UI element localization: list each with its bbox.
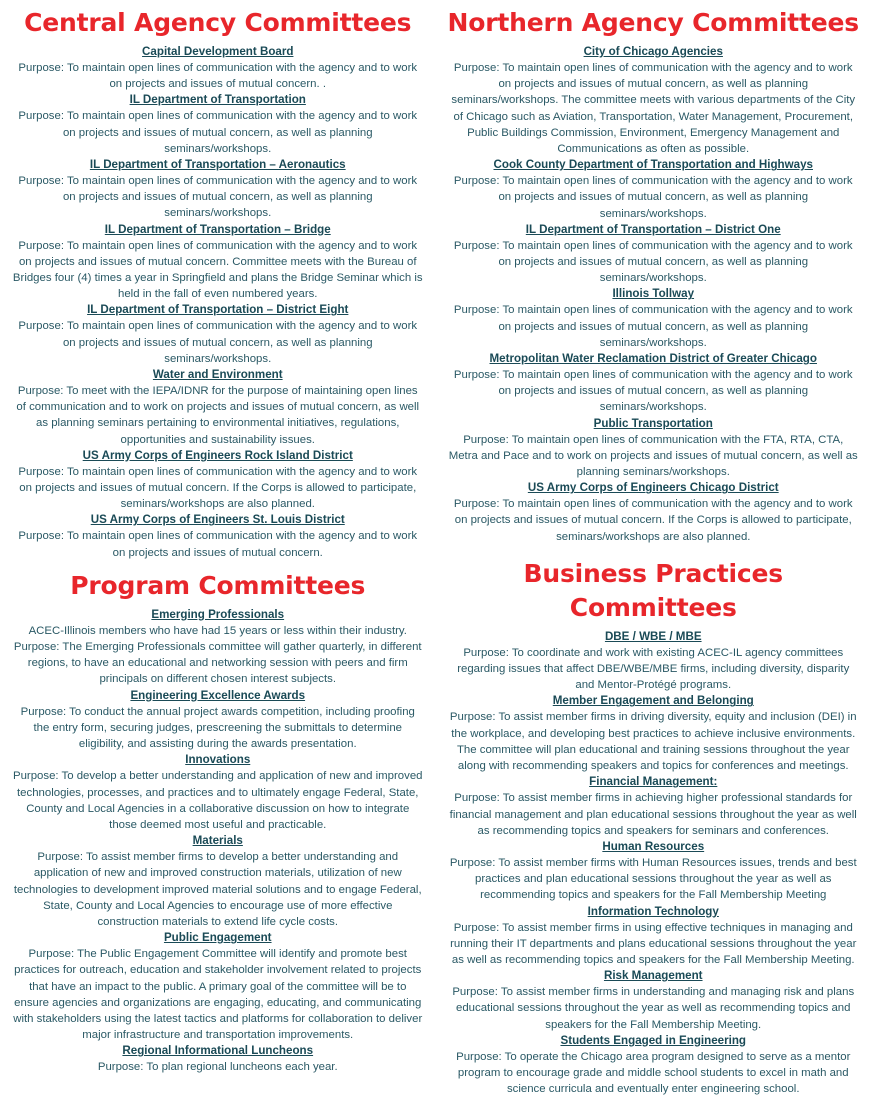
left-column	[12, 0, 436, 1106]
committee-title: Capital Development Board	[142, 45, 294, 58]
committee-title: Public Engagement	[163, 931, 272, 945]
committee-purpose: Purpose: The Public Engagement Committee will identify and promote best practices for outreach, education and stakeholder involvement related to projects that have an impact to the public. A primary goal of the committee will be to ensure agencies and organizations are engaging, educating, and communicating with stakeholders using the latest tactics and platforms for collaboration to deliver major infrastructure and transportation improvements.	[13, 948, 423, 1042]
northern-list	[448, 44, 860, 545]
committee-purpose: Purpose: To meet with the IEPA/IDNR for the purpose of maintaining open lines of communication and to work on projects and issues of mutual concern, as well as planning seminars pertaining to environmental initiatives, regulations, opportunities and sustainability issues.	[16, 385, 420, 446]
committee-purpose: Purpose: To assist member firms in driving diversity, equity and inclusion (DEI) in the workplace, and developing best practices to achieve inclusive environments. The committee will plan educational and training sessions throughout the year along with recommending speakers and topics for conferences and meetings.	[449, 711, 857, 773]
committee-purpose: Purpose: To assist member firms in using effective techniques in managing and running their IT departments and plans educational sessions throughout the year as well as recommending topics and speakers for the Fall Membership Meeting.	[450, 921, 857, 966]
committee-purpose: Purpose: To maintain open lines of communication with the agency and to work on projects and issues of mutual concern, as well as planning seminars/workshops.	[18, 110, 418, 155]
committee-regional-luncheons	[12, 1043, 424, 1075]
committee-title: Water and Environment	[152, 368, 283, 382]
committee-title: IL Department of Transportation – Bridge	[104, 222, 331, 236]
committee-member-engagement	[448, 693, 860, 774]
committee-title: Member Engagement and Belonging	[552, 694, 754, 708]
committee-purpose: Purpose: To maintain open lines of communication with the agency and to work on projects and issues of mutual concern. .	[18, 62, 418, 91]
committee-public-transportation	[448, 416, 860, 481]
committee-title: Financial Management:	[589, 775, 718, 789]
committee-usace-rock-island	[12, 448, 424, 513]
committee-materials	[12, 833, 424, 930]
committee-purpose: Purpose: To maintain open lines of communication with the agency and to work on projects and issues of mutual concern, as well as planning seminars/workshops.	[18, 175, 418, 220]
committee-cook-county-dot	[448, 157, 860, 222]
committee-purpose: Purpose: To maintain open lines of communication with the agency and to work on projects and issues of mutual concern, as well as planning seminars/workshops. The committee meets with various departments of the City of Chicago such as Aviation, Transportation, Water Management, Procurement, Public Buildings Commission, Environment, Emergency Management and Communications as often as possible.	[451, 62, 856, 156]
committee-title: IL Department of Transportation – Aeronautics	[89, 158, 346, 172]
committee-risk-management	[448, 968, 860, 1033]
committee-idot-aeronautics	[12, 157, 424, 222]
committee-innovations	[12, 752, 424, 833]
committee-title: IL Department of Transportation	[129, 93, 306, 107]
committee-illinois-tollway	[448, 286, 860, 351]
section-title-business: Business Practices Committees	[523, 558, 783, 622]
committee-emerging-professionals	[12, 607, 424, 688]
committee-title: Cook County Department of Transportation and Highways	[493, 158, 813, 172]
committee-title: IL Department of Transportation – District Eight	[87, 303, 349, 317]
committee-idot	[12, 92, 424, 157]
committee-purpose: Purpose: To maintain open lines of communication with the agency and to work on projects and issues of mutual concern. Committee meets with the Bureau of Bridges four (4) times a year in Springfield and plans the Bridge Seminar which is held in the fall of even numbered years.	[12, 239, 423, 301]
committee-title: Materials	[192, 834, 243, 848]
committee-title: US Army Corps of Engineers Rock Island District	[82, 448, 353, 462]
business-practices-section	[448, 557, 860, 1097]
committee-title: City of Chicago Agencies	[583, 45, 723, 58]
committee-title: Engineering Excellence Awards	[130, 688, 306, 702]
committee-title: Metropolitan Water Reclamation District of Greater Chicago	[489, 352, 817, 366]
northern-agency-section	[448, 6, 860, 545]
committee-human-resources	[448, 839, 860, 904]
committee-purpose: Purpose: To develop a better understanding and application of new and improved technologies, processes, and practices and to ultimately engage Federal, State, County and Local Agencies in a collaborative discussion on how to integrate those deemed most useful and practicable.	[12, 770, 423, 831]
program-section	[12, 569, 424, 1076]
committee-usace-chicago	[448, 480, 860, 545]
committee-title: Innovations	[185, 753, 251, 767]
committee-purpose: Purpose: To operate the Chicago area program designed to serve as a mentor program to encourage grade and middle school students to excel in math and science curricula and eventually enter engineering school.	[456, 1050, 851, 1096]
committee-purpose: Purpose: To assist member firms with Human Resources issues, trends and best practices and plan educational sessions throughout the year as well as recommending topics and speakers for the Fall Membership Meeting	[449, 856, 857, 902]
committee-purpose: Purpose: To conduct the annual project awards competition, including proofing the entry form, securing judges, prescreening the submittals to determine eligibility, and assisting during the awards presentation.	[20, 705, 415, 751]
committee-city-of-chicago	[448, 44, 860, 157]
committee-purpose: Purpose: To maintain open lines of communication with the agency and to work on projects and issues of mutual concern. If the Corps is allowed to participate, seminars/workshops are also planned.	[453, 498, 853, 543]
committee-mwrd	[448, 351, 860, 416]
central-agency-section	[12, 6, 424, 561]
committee-idot-bridge	[12, 222, 424, 303]
committee-purpose: Purpose: To assist member firms in understanding and managing risk and plans educational sessions throughout the year as well as recommending topics and speakers for the Fall Membership Meeting.	[452, 986, 855, 1031]
business-list	[448, 629, 860, 1097]
committee-title: Human Resources	[602, 839, 705, 853]
committee-title: IL Department of Transportation – District One	[525, 222, 781, 236]
committee-purpose: Purpose: To assist member firms to develop a better understanding and application of new and improved construction materials, utilization of new technologies to development improved material solutions and to engage Federal, State, County and Local Agencies to encourage use of more effective construction materials to extend life cycle costs.	[13, 851, 422, 928]
central-list	[12, 44, 424, 561]
committee-engineering-excellence-awards	[12, 688, 424, 753]
committee-purpose: Purpose: To maintain open lines of communication with the agency and to work on projects and issues of mutual concern. If the Corps is allowed to participate, seminars/workshops are also planned.	[18, 465, 418, 511]
committee-information-technology	[448, 904, 860, 969]
committee-purpose: Purpose: To maintain open lines of communication with the agency and to work on projects and issues of mutual concern, as well as planning seminars/workshops.	[453, 304, 853, 349]
committee-purpose: Purpose: To plan regional luncheons each year.	[97, 1061, 338, 1074]
committee-idot-district-eight	[12, 302, 424, 367]
committee-purpose: Purpose: To assist member firms in achieving higher professional standards for financial management and plan educational sessions throughout the year as well as recommending topics and speakers for seminars and conferences.	[449, 792, 857, 837]
committee-purpose: Purpose: To maintain open lines of communication with the agency and to work on projects and issues of mutual concern, as well as planning seminars/workshops.	[453, 239, 853, 285]
committee-usace-st-louis	[12, 512, 424, 560]
committee-dbe-wbe-mbe	[448, 629, 860, 694]
section-title-northern: Northern Agency Committees	[447, 8, 859, 37]
committee-purpose: Purpose: To maintain open lines of communication with the FTA, RTA, CTA, Metra and Pace and to work on projects and issues of mutual concern, as well as planning seminars/workshops.	[448, 433, 858, 479]
committee-title: Risk Management	[603, 969, 703, 983]
committee-title: US Army Corps of Engineers St. Louis District	[90, 513, 345, 527]
right-column	[436, 0, 860, 1106]
committee-purpose: Purpose: To maintain open lines of communication with the agency and to work on projects and issues of mutual concern.	[18, 530, 418, 559]
committee-students-engaged	[448, 1033, 860, 1098]
committee-purpose: Purpose: To maintain open lines of communication with the agency and to work on projects and issues of mutual concern, as well as planning seminars/workshops.	[453, 175, 853, 220]
committee-title: Information Technology	[587, 904, 719, 918]
committee-title: Regional Informational Luncheons	[122, 1044, 314, 1058]
committee-title: DBE / WBE / MBE	[604, 629, 702, 643]
committee-purpose: ACEC-Illinois members who have had 15 years or less within their industry. Purpose: The Emerging Professionals committee will gather quarterly, in different regions, to have an educational and networking session with peers and firm principals on different chosen interest subjects.	[13, 624, 422, 686]
committee-purpose: Purpose: To maintain open lines of communication with the agency and to work on projects and issues of mutual concern, as well as planning seminars/workshops.	[18, 320, 418, 365]
committee-title: US Army Corps of Engineers Chicago District	[527, 481, 779, 495]
committee-title: Public Transportation	[593, 416, 713, 430]
committee-idot-district-one	[448, 222, 860, 287]
committee-public-engagement	[12, 930, 424, 1043]
committee-financial-management	[448, 774, 860, 839]
committee-purpose: Purpose: To maintain open lines of communication with the agency and to work on projects and issues of mutual concern, as well as planning seminars/workshops.	[453, 369, 853, 414]
program-list	[12, 607, 424, 1076]
section-title-program: Program Committees	[70, 570, 366, 600]
committee-purpose: Purpose: To coordinate and work with existing ACEC-IL agency committees regarding issues that affect DBE/WBE/MBE firms, including diversity, disparity and Mentor-Protégé programs.	[457, 646, 850, 692]
committee-title: Illinois Tollway	[612, 287, 695, 301]
committee-water-environment	[12, 367, 424, 448]
section-title-central: Central Agency Committees	[24, 8, 412, 37]
committee-title: Emerging Professionals	[151, 607, 285, 621]
committee-capital-development-board	[12, 44, 424, 92]
committee-title: Students Engaged in Engineering	[560, 1033, 746, 1047]
